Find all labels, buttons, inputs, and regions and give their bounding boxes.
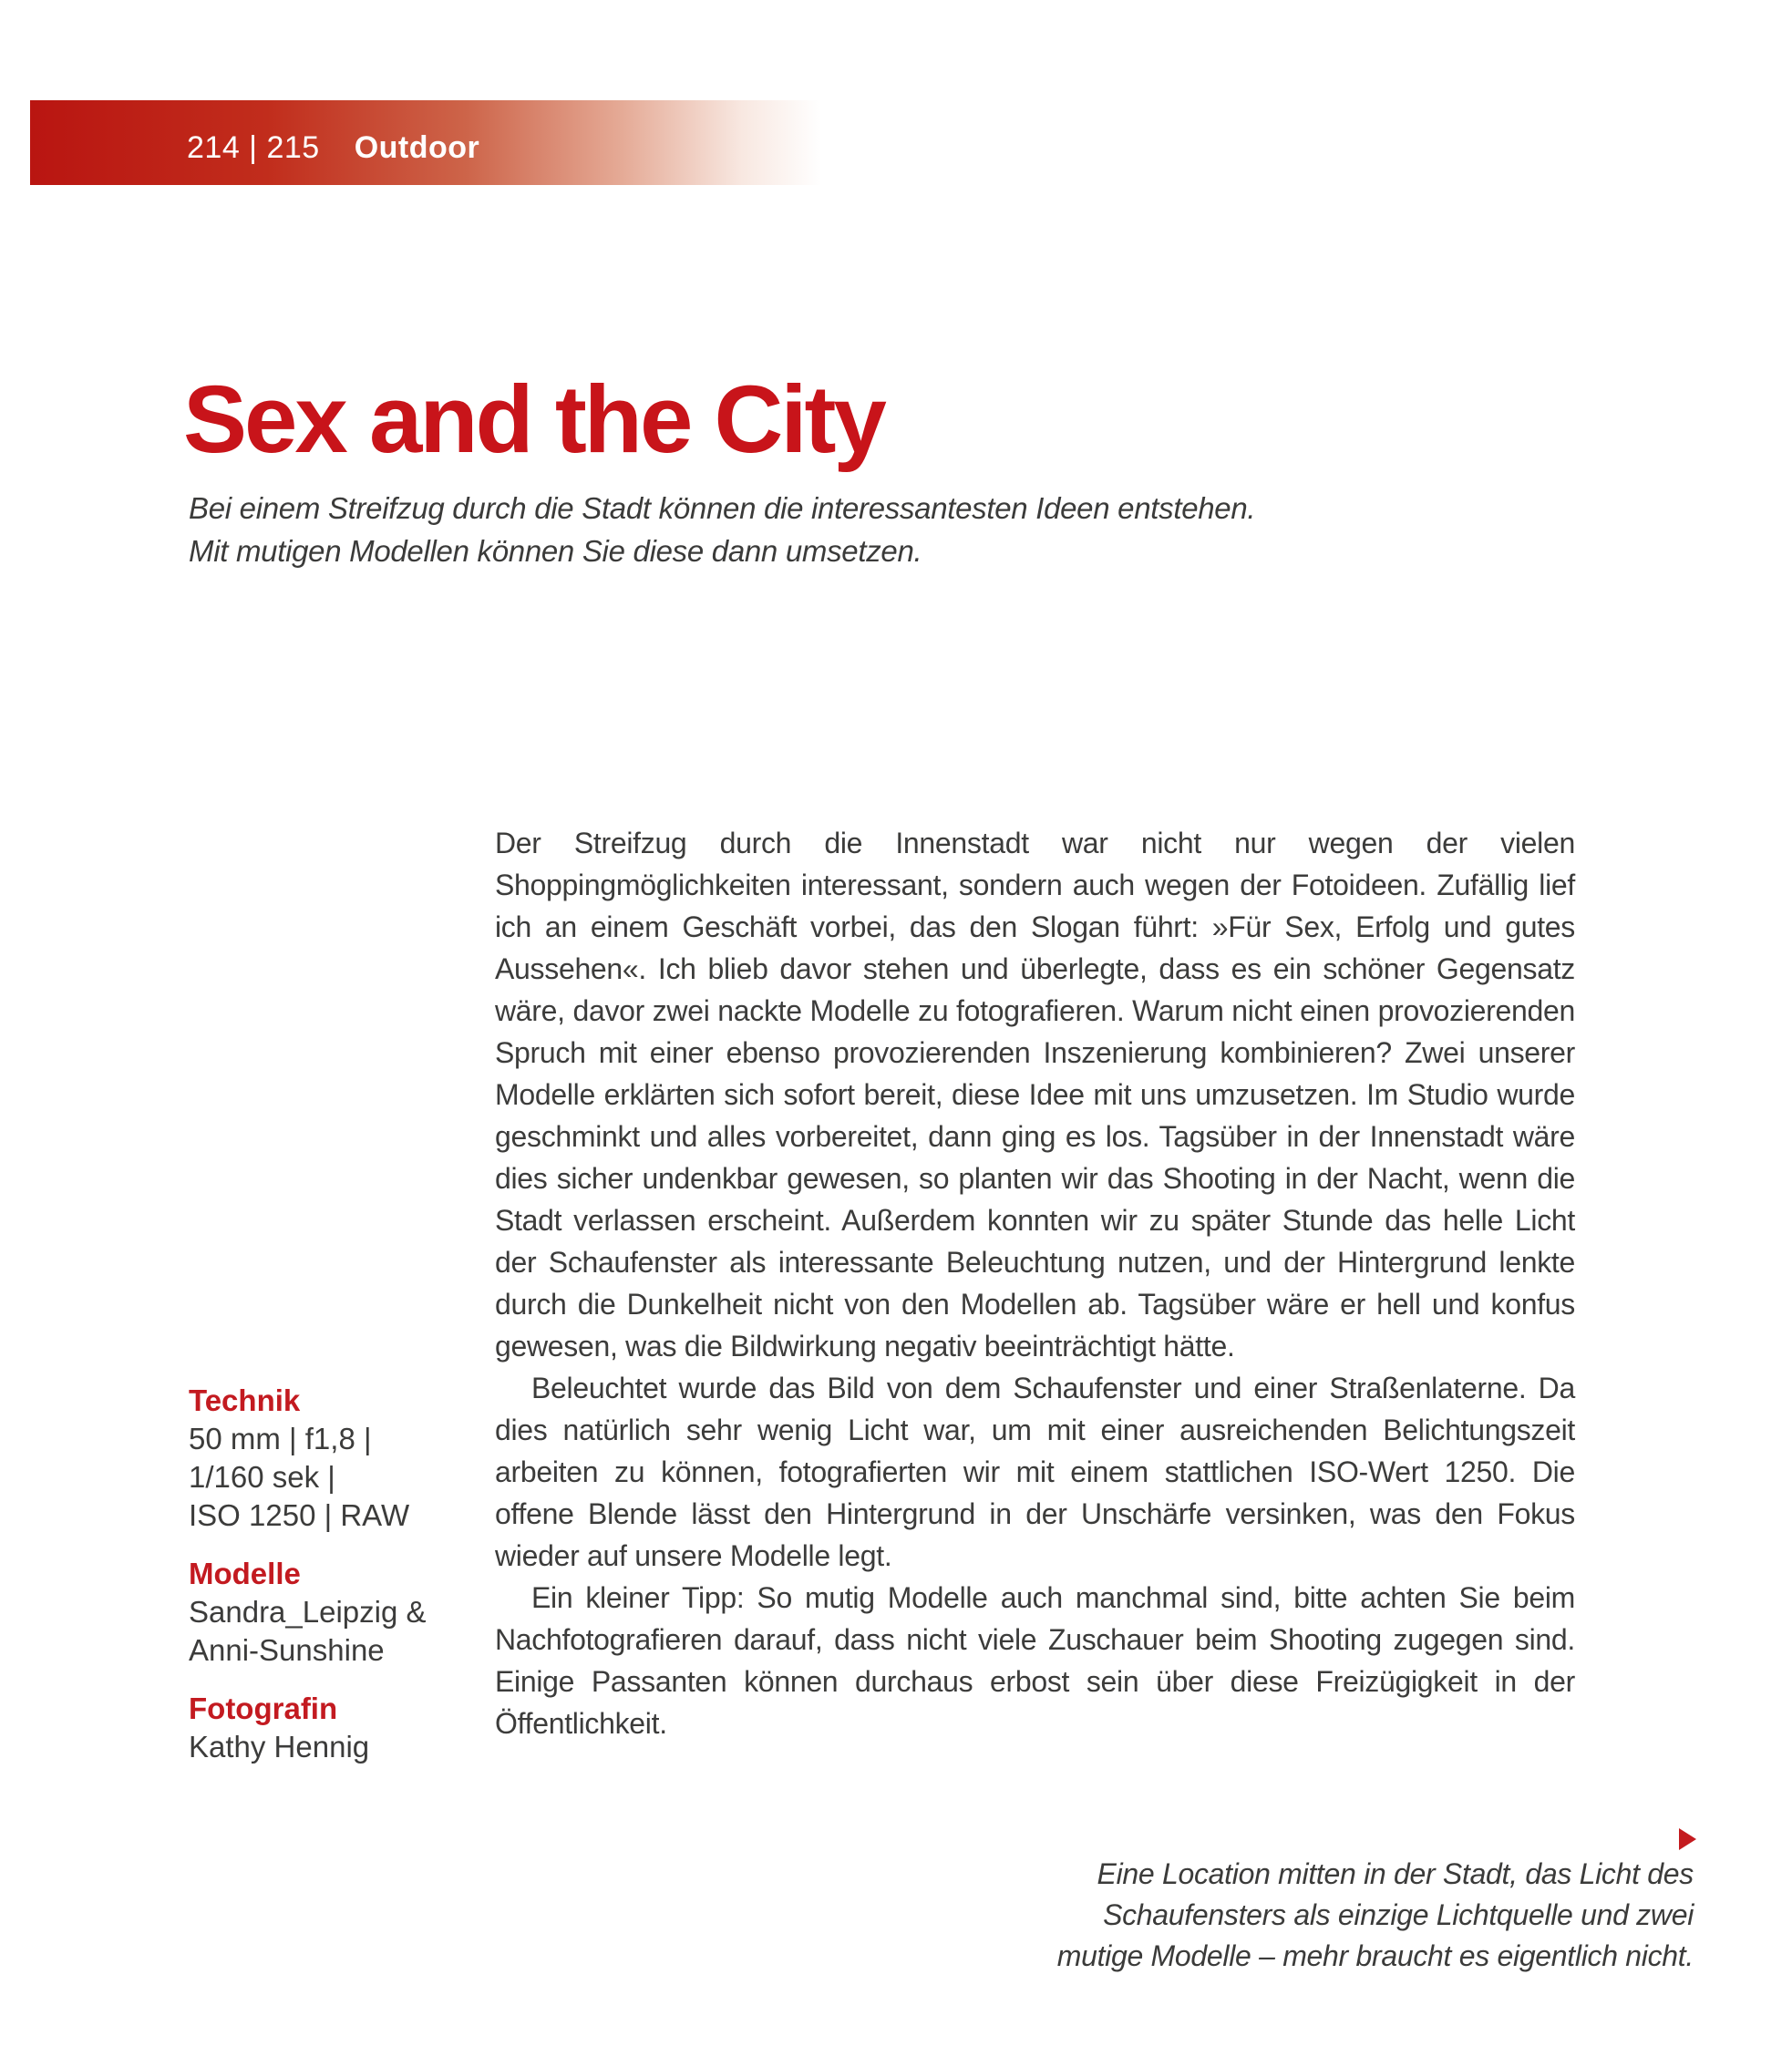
sidebar-heading-fotografin: Fotografin: [189, 1692, 338, 1725]
caption-arrow-icon: [1679, 1828, 1696, 1850]
sidebar-group-modelle: [189, 1555, 489, 1670]
body-text-column: [495, 822, 1575, 1744]
caption-line-3: mutige Modelle – mehr braucht es eigentlich nicht.: [1056, 1939, 1694, 1972]
body-paragraph-2: Beleuchtet wurde das Bild von dem Schaufenster und einer Straßenlaterne. Da dies natürlich sehr wenig Licht war, um mit einer ausreichenden Belichtungszeit arbeiten zu können, fotografierten wir mit einem stattlichen ISO-Wert 1250. Die offene Blende lässt den Hintergrund in der Unschärfe versinken, was den Fokus wieder auf unsere Modelle legt.: [495, 1372, 1575, 1572]
subtitle-line-1: Bei einem Streifzug durch die Stadt können die interessantesten Ideen entstehen.: [189, 491, 1256, 525]
page-title: Sex and the City: [183, 366, 884, 473]
subtitle: [189, 487, 1255, 572]
header-text: [187, 130, 479, 165]
sidebar-group-technik: [189, 1382, 489, 1535]
section-label: Outdoor: [354, 130, 480, 165]
technik-line-1: 50 mm | f1,8 |: [189, 1422, 372, 1455]
header-bar: [30, 100, 821, 185]
technik-line-2: 1/160 sek |: [189, 1460, 335, 1494]
subtitle-line-2: Mit mutigen Modellen können Sie diese dann umsetzen.: [189, 534, 922, 568]
page-numbers: 214 | 215: [187, 130, 320, 165]
sidebar-heading-technik: Technik: [189, 1383, 301, 1417]
metadata-sidebar: [189, 1382, 489, 1786]
technik-line-3: ISO 1250 | RAW: [189, 1498, 410, 1532]
body-paragraph-1: Der Streifzug durch die Innenstadt war nicht nur wegen der vielen Shoppingmöglichkeiten interessant, sondern auch wegen der Fotoideen. Zufällig lief ich an einem Geschäft vorbei, das den Slogan führt: »Für Sex, Erfolg und gutes Aussehen«. Ich blieb davor stehen und überlegte, dass es ein schöner Gegensatz wäre, davor zwei nackte Modelle zu fotografieren. Warum nicht einen provozierenden Spruch mit einer ebenso provozierenden Inszenierung kombinieren? Zwei unserer Modelle erklärten sich sofort bereit, diese Idee mit uns umzusetzen. Im Studio wurde geschminkt und alles vorbereitet, dann ging es los. Tagsüber in der Innenstadt wäre dies sicher undenkbar gewesen, so planten wir das Shooting in der Nacht, wenn die Stadt verlassen erscheint. Außerdem konnten wir zu später Stunde das helle Licht der Schaufenster als interessante Beleuchtung nutzen, und der Hintergrund lenkte durch die Dunkelheit nicht von den Modellen ab. Tagsüber wäre er hell und konfus gewesen, was die Bildwirkung negativ beeinträchtigt hätte.: [495, 827, 1575, 1363]
modelle-line-2: Anni-Sunshine: [189, 1633, 385, 1667]
caption-line-2: Schaufensters als einzige Lichtquelle und zwei: [1103, 1898, 1694, 1931]
body-paragraph-3: Ein kleiner Tipp: So mutig Modelle auch manchmal sind, bitte achten Sie beim Nachfotografieren darauf, dass nicht viele Zuschauer beim Shooting zugegen sind. Einige Passanten können durchaus erbost sein über diese Freizügigkeit in der Öffentlichkeit.: [495, 1581, 1575, 1740]
sidebar-heading-modelle: Modelle: [189, 1557, 301, 1590]
image-caption: [1057, 1854, 1694, 1977]
caption-line-1: Eine Location mitten in der Stadt, das Licht des: [1097, 1857, 1694, 1890]
fotografin-line-1: Kathy Hennig: [189, 1730, 370, 1764]
sidebar-group-fotografin: [189, 1690, 489, 1766]
modelle-line-1: Sandra_Leipzig &: [189, 1595, 427, 1629]
